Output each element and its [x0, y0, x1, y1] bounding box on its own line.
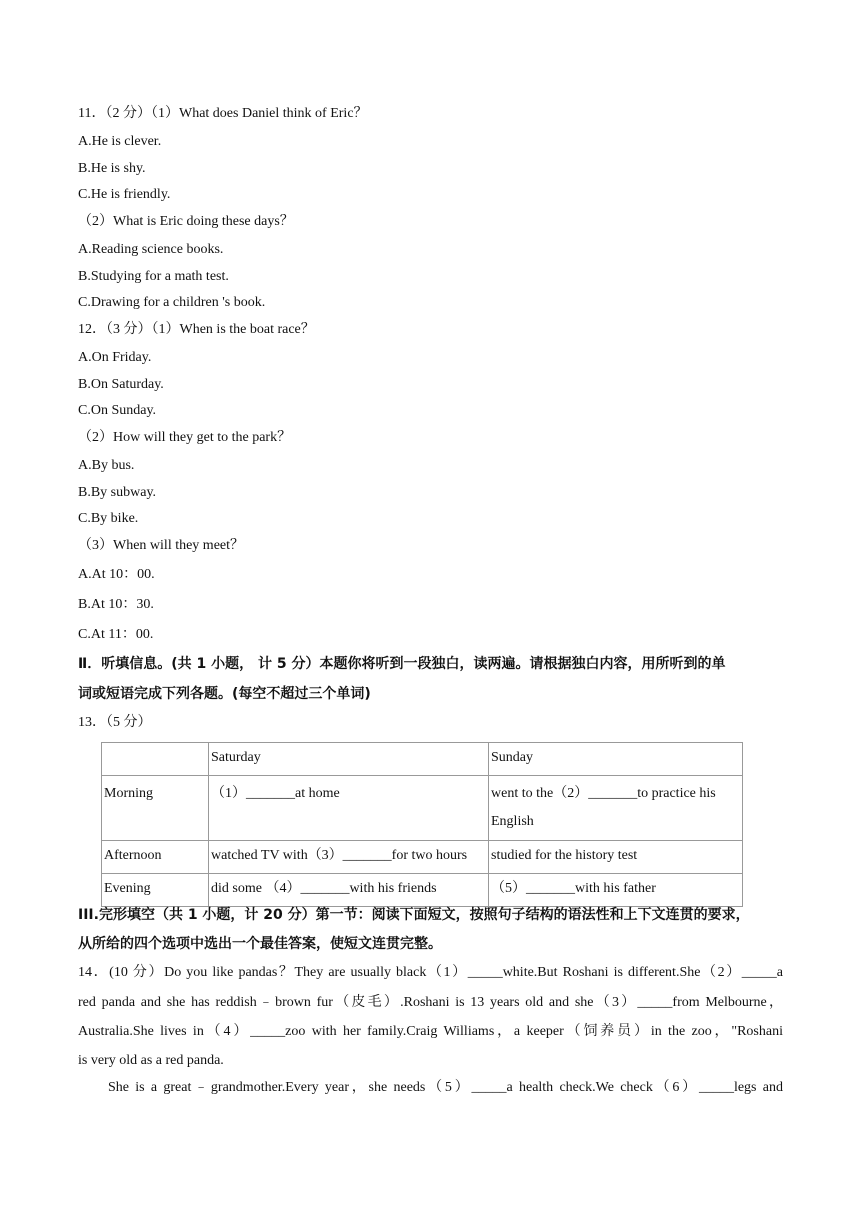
- table-cell: did some （4）_______with his friends: [209, 874, 489, 907]
- option: A.By bus.: [78, 458, 135, 473]
- option: C.At 11：00.: [78, 627, 154, 642]
- table-cell: studied for the history test: [489, 841, 743, 874]
- sub-question: （2）How will they get to the park？: [78, 430, 292, 445]
- question-12-stem: 12．（3 分）（1）When is the boat race？: [78, 322, 315, 337]
- table-cell: Evening: [102, 874, 209, 907]
- table-row: [102, 776, 743, 841]
- option: C.By bike.: [78, 511, 139, 526]
- option: A.He is clever.: [78, 134, 162, 149]
- option: C.Drawing for a children 's book.: [78, 295, 266, 310]
- passage-line: red panda and she has reddish﹣brown fur（皮毛）.Roshani is 13 years old and she（3）_____from Melbourne，: [78, 995, 783, 1010]
- option: B.He is shy.: [78, 161, 146, 176]
- option: C.On Sunday.: [78, 403, 157, 418]
- option: A.At 10：00.: [78, 567, 155, 582]
- sub-question: （3）When will they meet？: [78, 538, 245, 553]
- sub-question: （2）What is Eric doing these days？: [78, 214, 294, 229]
- question-13-stem: 13．（5 分）: [78, 715, 152, 730]
- passage-line: is very old as a red panda.: [78, 1053, 224, 1068]
- table-row: [102, 874, 743, 907]
- table-cell: （5）_______with his father: [489, 874, 743, 907]
- section-heading-line: III.完形填空（共 1 小题，计 20 分）第一节：阅读下面短文，按照句子结构的语法性和上下文连贯的要求，: [78, 907, 750, 923]
- table-cell: Morning: [102, 776, 209, 841]
- section-heading-line: 从所给的四个选项中选出一个最佳答案，使短文连贯完整。: [78, 936, 442, 952]
- question-11-stem: 11．（2 分）（1）What does Daniel think of Eric？: [78, 106, 368, 121]
- table-cell: （1）_______at home: [209, 776, 489, 841]
- section-heading-line: Ⅱ．听填信息。(共 1 小题， 计 5 分）本题你将听到一段独白，读两遍。请根据独白内容，用所听到的单: [78, 656, 726, 672]
- passage-line: Australia.She lives in（4）_____zoo with her family.Craig Williams，a keeper（饲养员）in the zoo，"Roshani: [78, 1024, 783, 1039]
- table-header-cell: Sunday: [489, 743, 743, 776]
- table-cell: Afternoon: [102, 841, 209, 874]
- table-cell: went to the（2）_______to practice his English: [489, 776, 743, 841]
- option: B.On Saturday.: [78, 377, 164, 392]
- option: B.At 10：30.: [78, 597, 154, 612]
- option: B.Studying for a math test.: [78, 269, 229, 284]
- table-header-row: [102, 743, 743, 776]
- passage-line: 14．(10 分）Do you like pandas？They are usually black（1）_____white.But Roshani is different.She（2）_____a: [78, 965, 783, 980]
- option: A.Reading science books.: [78, 242, 224, 257]
- table-cell: watched TV with（3）_______for two hours: [209, 841, 489, 874]
- passage-line: She is a great﹣grandmother.Every year，she needs（5）_____a health check.We check（6）_____legs and: [108, 1080, 783, 1095]
- table-header-cell: Saturday: [209, 743, 489, 776]
- option: A.On Friday.: [78, 350, 152, 365]
- info-table: [101, 742, 743, 907]
- section-heading-line: 词或短语完成下列各题。(每空不超过三个单词): [78, 686, 371, 702]
- option: C.He is friendly.: [78, 187, 171, 202]
- table-row: [102, 841, 743, 874]
- table-header-cell: [102, 743, 209, 776]
- option: B.By subway.: [78, 485, 157, 500]
